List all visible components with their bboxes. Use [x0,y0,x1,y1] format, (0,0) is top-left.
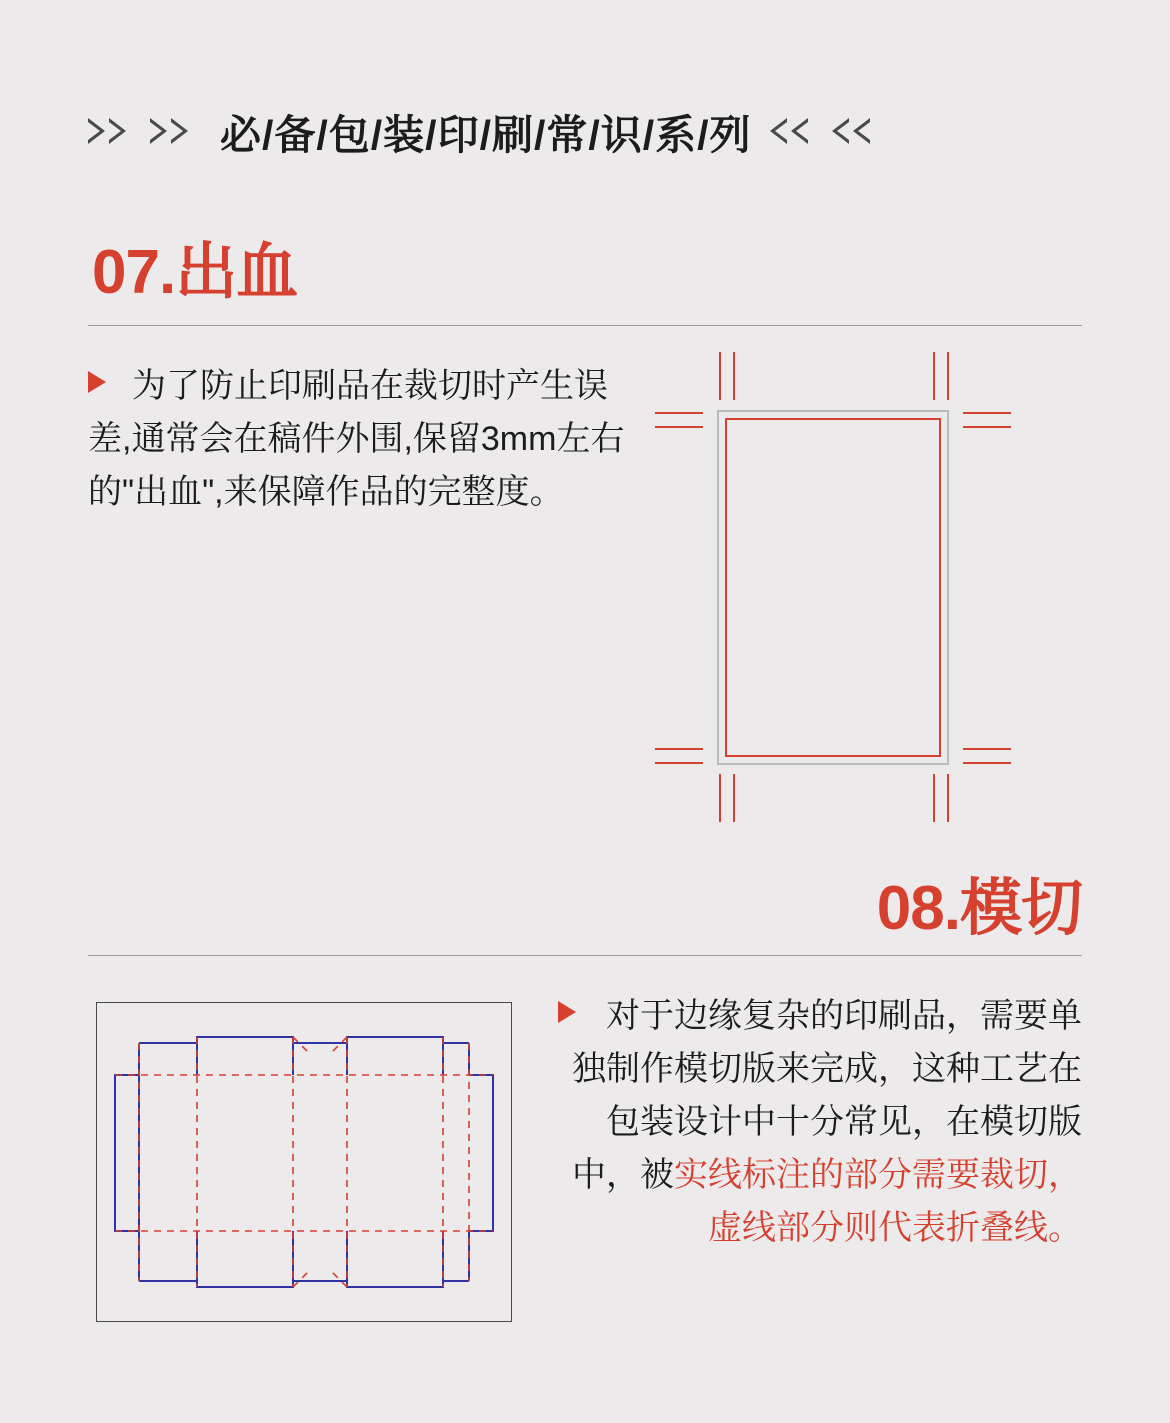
section-07-title: 07.出血 [92,238,298,307]
crop-mark [963,762,1011,764]
header [88,96,1082,166]
header-left-markers [88,118,188,144]
triangle-right-icon [171,118,188,144]
crop-mark [933,774,935,822]
section-08-paragraph [552,990,1082,1255]
section-08-paragraph-text: 对于边缘复杂的印刷品，需要单独制作模切版来完成，这种工艺在包装设计中十分常见，在模切版中，被 [572,997,1082,1195]
triangle-bullet-icon [88,371,106,393]
crop-mark [733,352,735,400]
crop-mark [655,748,703,750]
crop-mark [963,426,1011,428]
section-07-body [88,360,633,519]
crop-mark [655,762,703,764]
section-07-paragraph-text: 为了防止印刷品在裁切时产生误差,通常会在稿件外围,保留3mm左右的"出血",来保障作品的完整度。 [88,367,625,512]
triangle-right-icon [88,118,105,144]
bleed-marks-diagram [655,352,1015,832]
crop-mark [655,426,703,428]
crop-mark [933,352,935,400]
crop-mark [655,412,703,414]
crop-mark [963,748,1011,750]
triangle-left-icon [853,118,870,144]
triangle-left-icon [770,118,787,144]
section-07-divider [88,325,1082,326]
crop-mark [947,774,949,822]
bleed-box [725,418,941,757]
section-07-paragraph [88,360,633,519]
crop-mark [947,352,949,400]
section-08-title: 08.模切 [876,874,1082,943]
triangle-left-icon [832,118,849,144]
crop-mark [719,352,721,400]
crop-mark [719,774,721,822]
header-right-markers [770,118,870,144]
crop-mark [963,412,1011,414]
dieline-svg [97,1003,511,1321]
triangle-right-icon [150,118,167,144]
section-08-divider [88,955,1082,956]
page-title: 必/备/包/装/印/刷/常/识/系/列 [220,111,752,158]
triangle-bullet-icon [558,1001,576,1023]
dieline-diagram [96,1002,512,1322]
section-08-body [552,990,1082,1255]
crop-mark [733,774,735,822]
triangle-left-icon [791,118,808,144]
triangle-right-icon [109,118,126,144]
section-08-paragraph-highlight: 实线标注的部分需要裁切，虚线部分则代表折叠线。 [674,1156,1082,1248]
